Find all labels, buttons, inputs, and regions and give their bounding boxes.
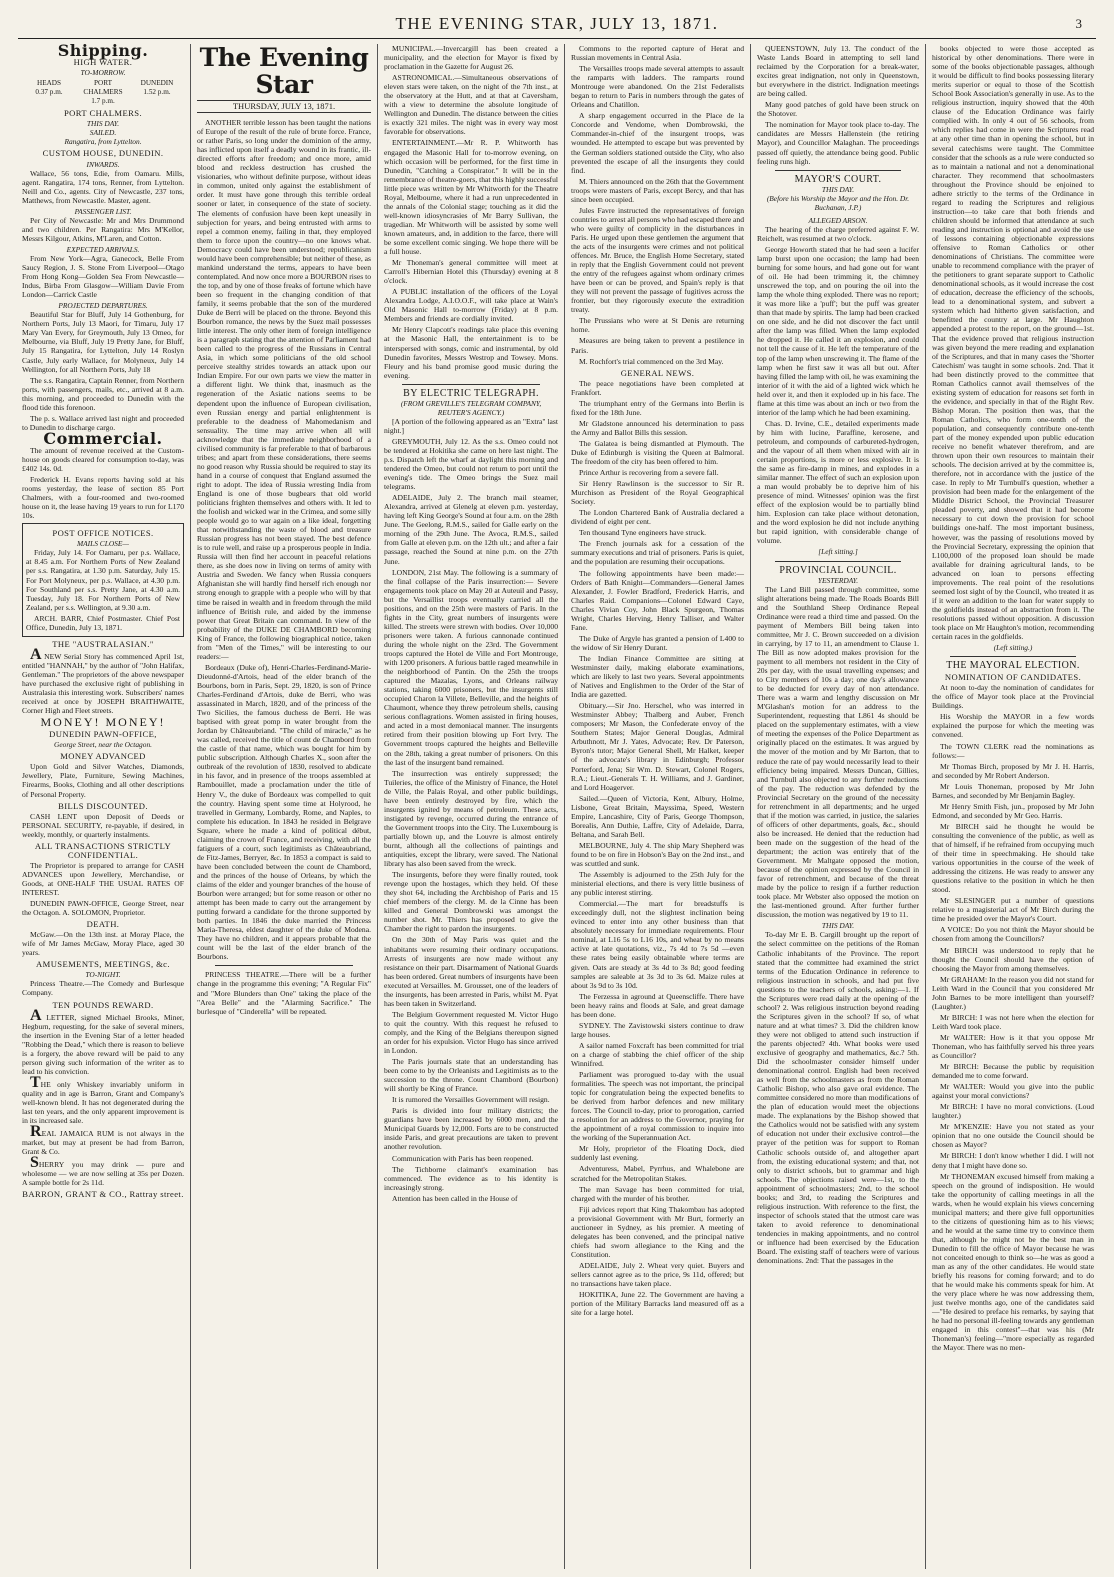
telegraph-item: The Tichborne claimant's examination has commenced. The evidence as to his identity is increasingly strong. [384,1164,558,1192]
news-paragraph: The Assembly is adjourned to the 25th July for the ministerial elections, and there is very little business of any public interest stirring. [571,870,744,898]
pawn-office-heading: DUNEDIN PAWN-OFFICE, [49,729,157,740]
arson-heading: ALLEGED ARSON. [808,215,868,225]
column-divider [564,44,565,1569]
reward-text: A LETTER, signed Michael Brooks, Miner, Hegburn, requesting, for the sake of several miners, the insertion in the Evening Star of a letter headed "Robbing the Dead," which there is reason to believe is a forgery, the above reward will be paid to any person giving such information of the writer as to lead to his conviction. [22,1006,184,1076]
news-paragraph: Fiji advices report that King Thakombau has adopted a provisional Government with Mr Burt, formerly an auctioneer in Sydney, as his premier. A meeting of delegates has been convened, and the principal native chiefs had sworn allegiance to the King and the Constitution. [571,1204,744,1259]
sailed-heading: SAILED. [89,128,117,138]
news-paragraph: The peace negotiations have been completed at Frankfort. [571,378,744,397]
election-paragraph: Mr BIRCH: I don't know whether I did. I will not deny that I might have done so. [932,1151,1094,1170]
election-paragraph: Mr Louis Thoneman, proposed by Mr John Barnes, and seconded by Mr Benjamin Bagley. [932,781,1094,800]
transactions-heading: ALL TRANSACTIONS STRICTLY CONFIDENTIAL. [34,840,172,860]
news-paragraph: ASTRONOMICAL.—Simultaneous observations of eleven stars were taken, on the night of the 7th inst., at the observatory at the Hutt, and at that at Caversham, with a view to determine the absolute longitude of Wellington and Dunedin. The distance between the cities is exactly 321 miles. The night was in every way most favorable for observations. [384,73,558,137]
page-number: 3 [1075,16,1082,31]
shipping-note: The p. s. Wallace arrived last night and proceeded to Dunedin to discharge cargo. [22,413,184,432]
whisky-ad: THE only Whiskey invariably uniform in quality and in age is Barron, Grant and Company's well-known blend. It has not degenerated during the last ten years, and the only apparent improvement is in its increased sale. [22,1073,184,1126]
news-paragraph: Obituary.—Sir Jno. Herschel, who was interred in Westminster Abbey; Thalberg and Auber, French composers; Mr Mason, the Confederate envoy of the Southern States; Major General Douglas, Admiral Arbuthnott, Mr J. Yates, Advocate; Rev. Dr Paterson, Byron's tutor; Major General Shell, Mr Halket, keeper of the advocate's library in Edinburgh; Professor Porterford, Jena; Sir Wm. D. Stewart, Colonel Rogers, R.A.; Lieut.-Generals T. H. Williams, and J. Gardiner, and Lord Hoagerver. [571,701,744,792]
court-paragraph: George Howorth stated that he had seen a lucifer lamp burst upon one occasion; the lamp had been burning for some hours, and had gone out for want of oil. He had been trimming it, the chimney unscrewed the top, and on pouring the oil into the lamp the whole thing exploded. There was no report; it was more like a 'puff'; but the puff was greater than that made by spirits. The lamp had been cracked on one side, and he did not discover the fact until after the lamp was filled. When the lamp exploded he dropped it. He called it an explosion, and could not tell the cause of it. He left the temperature of the top of the lamp when unscrewing it. The flame of the lamp when he first saw it was all but out. After having filled the lamp with oil, he was examining the interior of it with the aid of a lighted wick which he held over it, and then it exploded up in his face. The flame at this time was about an inch or two from the interior of the lamp which he had been examining. [757,244,919,417]
left-sitting-note: [Left sitting.] [818,547,858,557]
news-paragraph: QUEENSTOWN, July 13. The conduct of the Waste Lands Board in attempting to sell land reclaimed by the Corporation for a break-water, excites great indignation, not only in Queenstown, but everywhere in the district. Indignation meetings are being called. [757,44,919,99]
election-paragraph: Mr THONEMAN excused himself from making a speech on the ground of indisposition. He would take the opportunity of calling meetings in all the wards, when he would explain his views concerning municipal matters; and there give full opportunities to the citizens of questioning him as to his views; and he would at the same time try to convince them that, although he might not be the best man in Dunedin to fill the office of Mayor because he was not conceited enough to think so—he was as good a man as any of the other candidates. He would state briefly his reasons for coming forward; and to do that he would make his comments speak for him. At the very place where he was now addressing them, just twelve months ago, one of the candidates said—"He desired to preface his remarks, by saying that he had no personal ill-feeling towards any gentleman engaged in this contest"—that was his (Mr Thoneman's) feeling—"more especially as regarded the Mayor. There was no men- [932,1171,1094,1353]
news-paragraph: Mr Gladstone announced his determination to pass the Army and Ballot Bills this session. [571,418,744,437]
news-paragraph: MELBOURNE, July 4. The ship Mary Shepherd was found to be on fire in Hobson's Bay on the 2nd inst., and was scuttled and sunk. [571,840,744,868]
news-paragraph: The Prussians who were at St Denis are returning home. [571,316,744,335]
yesterday-label: YESTERDAY. [817,575,859,585]
tonight-label: TO-NIGHT. [85,970,121,980]
high-water-heading: HIGH WATER. [73,57,133,68]
news-paragraph: MUNICIPAL.—Invercargill has been created a municipality, and the election for Mayor is fixed by proclamation in the Gazette for August 26. [384,44,558,72]
news-paragraph: M. Thiers announced on the 26th that the Government troops were masters of Paris, except Bercy, and that has since been occupied. [571,176,744,204]
election-paragraph: Mr BIRCH said he thought he would be consulting the convenience of the public, as well as that of himself, if he refrained from occupying much of their time in speechmaking. He should take various opportunities in the course of the week of addressing the citizens. He was ready to answer any questions relative to the position in which he then stood. [932,821,1094,895]
masthead [0,10,1114,38]
election-paragraph: Mr BIRCH: I was not here when the election for Leith Ward took place. [932,1012,1094,1031]
telegraph-note: [A portion of the following appeared as an "Extra" last night.] [384,416,558,435]
news-paragraph: Ten thousand Tyne engineers have struck. [579,528,707,538]
general-news-heading: GENERAL NEWS. [620,367,695,378]
divider [775,561,901,562]
news-paragraph: The following appointments have been made:—Orders of Bath Knight—Commanders—General James Alexander, J. Fowler Bradford, Frederick Harris, and Charles Raid. Companions—Colonel Edward Caye, Charles Vivian Coy, John Black Spurgeon, Thomas Wright, Charles Herving, Henry Talliser, and Walter Fane. [571,568,744,632]
news-paragraph: The Duke of Argyle has granted a pension of L400 to the widow of Sir Henry Durant. [571,633,744,652]
editorial-paragraph: ANOTHER terrible lesson has been taught the nations of Europe of the result of the rule of brute force. France, or rather Paris, so long under the dominion of the army, has inflicted upon itself a deadly wound in its frantic, ill-directed efforts after freedom; and once more, amid blood and reckless destruction has crushed the visionaries, who without definite purpose, without ideas in common, united only against the establishment of order. It must have gone through this terrible ordeal sooner or later, in consequence of the state of society. The elements of confusion have been kept uneasily in subjection for years, and being entrusted with arms to repel a common enemy, failing in that, they employed them to force upon the country—no one knows what. Democracy could have been understood; republicanism would have been comprehensible; but neither of these, as mankind understand the terms, appears to have been contemplated. And now once more a BOURBON rises to the top, and by one of those freaks of fortune which have been so frequent in the changing condition of that family, it seems probable that the son of the murdered Duke de Berri will be placed on the throne. Beyond this Bourbon romance, the news by the Suez mail possesses little interest. The only other item of foreign intelligence is a paragraph stating that the attention of Parliament had been called to the progress of the Russians in Central Asia, in which some politicians of the old school perceive stealthy strides towards an attack upon our Indian Empire. For our own parts we view the matter in a different light. We think that, inasmuch as the regeneration of the Asiatic nations seems to be dependent upon the influence of European civilisation, even Russian energy and partial enlightenment is preferable to the deadness of Mahomedanism and sensuality. The time may arrive when all will acknowledge that the immediate neighborhood of a civilised community is far preferable to that of barbarous tribes; and apart from these considerations, there seems no good reason why Russia should be required to stay its hand in a course of conquest that England assumed the right to adopt. The idea of Russia wresting India from England is one of those bugbears that old world politicians frighten themselves and others with. It led to the foolish and wicked war in the Crimea, and some silly people would go to war again on a like ideal, forgetting that notwithstanding the waste of blood and treasure Russian progress has not been stayed. The best defence is to rule well, and raise up a prosperous people in India. Russia will then find her account in peaceful relations there, as she does now in living on terms of amity with Austria and Sweden. We fancy when Russia conquers Afghanistan she will hardly find herself rich enough nor strong enough to grapple with a people who will by that time be raised in wealth and in freedom through the mild influence of British rule, and aided by the immense power that Great Britain can command. In view of the probability of the DUKE DE CHAMBORD becoming King of France, the following biographical notice, taken from "Men of the Times," will be interesting to our readers:— [197,118,371,661]
column-divider [925,44,926,1569]
election-paragraph: Mr Henry Smith Fish, jun., proposed by Mr John Edmond, and seconded by Mr Geo. Harris. [932,801,1094,820]
divider [775,170,901,171]
mayoral-election-heading: THE MAYORAL ELECTION. [946,660,1080,672]
news-paragraph: The Ferzessa in aground at Queenscliffe. There have been heavy rains and floods at Sale, and great damage has been done. [571,991,744,1019]
column-local-telegraph [380,44,562,1569]
news-paragraph: A sharp engagement occurred in the Place de la Concorde and Vendome, when Dombrowski, the Commander-in-chief of the insurgent troops, was wounded. He attempted to escape but was prevented by the German soldiers stationed outside the City, who also prevented the escape of all the insurgents they could find. [571,111,744,175]
news-paragraph: Parliament was prorogued to-day with the usual formalities. The speech was not important, the principal topic for congratulation being the expected benefits to be derived from harbor defences and new military forces. The Council to-day, prior to prorogation, carried a resolution for an address to the Governor, praying for the appointment of a royal commission to inquire into the working of the Superannuation Act. [571,1070,744,1143]
provincial-council-heading: PROVINCIAL COUNCIL. [779,564,897,576]
cash-lent-text: CASH LENT upon Deposit of Deeds or PERSONAL SECURITY, re-payable, if desired, in weekly, monthly, or quarterly instalments. [22,811,184,839]
tide-entry: HEADS 0.37 p.m. [35,79,63,97]
australasian-ad: A NEW Serial Story has commenced April 1st, entitled "HANNAH," by the author of "John Halifax, Gentleman." The proprietors of the above newspaper have purchased the exclusive right of publishing in Australasia this interesting work. Subscribers' names received at once by JOSEPH BRAITHWAITE, Corner High and Fleet streets. [22,645,184,716]
news-paragraph: SYDNEY. The Zavistowski sisters continue to draw large houses. [571,1020,744,1039]
news-paragraph: A PUBLIC installation of the officers of the Loyal Alexandra Lodge, A.I.O.O.F., will take place at Wain's Old Masonic Hall to-morrow (Friday) at 8 p.m. Members and friends are cordially invited. [384,287,558,324]
tide-entry: DUNEDIN 1.52 p.m. [140,79,174,97]
election-paragraph: Mr BIRCH was understood to reply that he thought the Council should have the option of choosing the Mayor from among themselves. [932,945,1094,973]
news-paragraph: ENTERTAINMENT.—Mr R. P. Whitworth has engaged the Masonic Hall for to-morrow evening, on which occasion will be performed, for the first time in Dunedin, "Catching a Conspirator." It will be in the remembrance of theatre-goers, that this highly successful little piece was written by Mr Whitworth for the Theatre Royal, Melbourne, where it had a run unprecedented in the annals of the Colonial stage; touching as it did the well-known idiosyncrasies of Mr Barry Sullivan, the tragedian. Mr Whitworth will be assisted by some well known amateurs, and, in addition to the farce, there will be some excellent comic singing. We hope there will be a full house. [384,138,558,257]
this-day-label: THIS DAY. [86,119,120,129]
telegraph-item: GREYMOUTH, July 12. As the s.s. Omeo could not be tendered at Hokitika she came on here last night. The p.s. Dispatch left the wharf at daylight this morning and tendered the Omeo, but could not return to port until the evening's tide. The Omeo brings the Suez mail telegrams. [384,436,558,492]
election-paragraph: Mr BIRCH: I have no moral convictions. (Loud laughter.) [932,1102,1094,1121]
news-paragraph: Sailed.—Queen of Victoria, Kent, Albury, Holme, Lisbone, Great Britain, Mayssima, Speed, Western Empire, Lancashire, City of Paris, George Thompson, Borealis, Ann Duthie, Laffre, City of Adelaide, Darra, Beltana, and Sarah Bell. [571,793,744,839]
news-paragraph: Jules Favre instructed the representatives of foreign countries to arrest all persons who had escaped there and who were guilty of complicity in the disturbances in Paris. He urged upon these gentlemen the argument that the acts of the insurgents were crimes and not political offences. Mr. Bruce, the English Home Secretary, stated in reply that the English Government could not prevent the entry of the refugees against whom ordinary crimes have been or can be proved, and Spain's reply is that they will not prevent the passage of fugitives across the frontier, but they rigorously execute the extradition treaty. [571,205,744,315]
post-office-heading: POST OFFICE NOTICES. [52,528,154,539]
tide-table [22,79,184,106]
telegraph-item: The Paris journals state that an understanding has been come to by the Orleanists and Legitimists as to the succession to the throne. Count Chambord (Bourbon) will shortly be King of France. [384,1057,558,1094]
sherry-ad-signature: BARRON, GRANT & CO., Rattray street. [22,1189,184,1200]
australasian-heading: THE "AUSTRALASIAN." [52,638,154,649]
mayors-court-heading: MAYOR'S COURT. [794,173,882,185]
shipping-note: The s.s. Rangatira, Captain Renner, from Northern ports, with passengers, mails, etc., arrived at 8 a.m. this morning, and proceeded to Dunedin with the flood tide this forenoon. [22,375,184,412]
money-advanced-heading: MONEY ADVANCED [60,751,146,762]
divider [215,965,353,966]
news-paragraph: Measures are being taken to prevent a pestilence in Paris. [571,336,744,355]
commercial-heading: Commercial. [43,428,163,448]
telegraph-item: The insurrection was entirely suppressed; the Tuileries, the office of the Ministry of Finance, the Hotel de Ville, the Palais Royal, and other public buildings, have been entirely destroyed by fire, which the insurgents ignited by means of petroleum. These acts, instigated by revenge, occurred during the entrance of the Government troops into the City. The Luxembourg is partially blown up, and the Louvre is almost entirely burnt, although all the collections of paintings and antiquities, except the library, were saved. The National library has also been saved from the wreck. [384,768,558,869]
news-paragraph: HOKITIKA, June 22. The Government are having a portion of the Military Barracks land measured off as a site for a large hotel. [571,1290,744,1318]
court-paragraph: Chas. D. Irvine, C.E., detailed experiments made by him with lucine, Paraffine, kerosene, and petroleum, and compounds of carbureted-hydrogen, and the vapour of all them when mixed with air in certain proportions, is more or less explosive. It is the same as fire-damp in mines, and explodes in a similar manner. The effect of such an explosion upon a man would probably be to deprive him of his presence of mind. Witnesses' opinion was the first effect of the explosion would be to partially blind him. Explosion can take place without detonation, and the word explosion he did not include anything but rapid ignition, with considerable change of volume. [757,418,919,546]
revenue-text: The amount of revenue received at the Custom-house on goods cleared for consumption to-day, was £402 14s. 0d. [22,445,184,474]
news-paragraph: Mr Thoneman's general committee will meet at Carroll's Hibernian Hotel this (Thursday) evening at 8 o'clock. [384,258,558,286]
election-paragraph: Mr WALTER: Would you give into the public against your moral convictions? [932,1082,1094,1101]
news-paragraph: Commons to the reported capture of Herat and Russian movements in Central Asia. [571,44,744,63]
pawn-office-address: George Street, near the Octagon. [54,740,152,750]
column-shipping-commercial [18,44,188,1569]
council-paragraph: books objected to were those accepted as historical by other denominations. There were in some of the books objectionable passages, although it would be difficult to find books possessing literary merits superior or equal to those of the Scottish School Book Association's generally in use. As to the religious instruction, inquiry showed that the 40th clause of the Education Ordinance was fairly complied with. In only 4 out of 56 schools, from which replies had come in were the Scriptures read at any other time than in opening the school, but in several catechisms were taught. The Committee consider that the schools as a rule were conducted so as to maintain a national and not a denominational character. They recommend that schoolmasters throughout the Province should be enjoined to adhere strictly to the terms of the Ordinance in regard to reading the Scriptures and religious instruction—to take care that both friends and children should be informed that attendance at such reading and instruction is optional and avoid the use of lessons containing objectionable expressions offensive to Roman Catholics or other denominations of Christians. The committee were unable to recommend compliance with the prayer of the petitioners to grant separate support to Catholic denominational schools, as it would increase the cost of education, decrease the efficiency of the schools, lead to a denominational system, and subvert a system which had hitherto given satisfaction, and benefitted the country at large. Mr Haughton appended a protest to the report, on the ground—1st. That the evidence proved that religious instruction was given beyond the mere reading and explanation of the Scriptures, and that in many cases the 'Shorter Catechism' was taught in some schools. 2nd. That it had been distinctly proved to the committee that Roman Catholics cannot avail themselves of the existing system of education for reasons set forth in the evidence, and specially in that of the Right Rev. Bishop Moran. The position then was, that the Roman Catholics, who form one-tenth of the population, and consequently contribute one-tenth part of the money expended upon public education receive no benefit whatever therefrom, and are thrown upon their own resources to maintain their schools. The decision arrived at by the committee is, therefore, not in accordance with the justice of the case. In reply to Mr Turnbull's question, whether a provision had been made for the enlargement of the Middle District School, the Provincial Treasurer pleaded poverty, and showed that it had become necessary to cut down the provision for school buildings one-half. The most important business, however, was the passing of resolutions moved by the Provincial Secretary, expressing the opinion that L100,000 of the proposed loan should be made available for draining agricultural lands, to be advanced on loan to persons effecting improvements. The real point of the resolutions seemed lost sight of by the Council, who treated it as if it were an addition to the loan for water supply to the goldfields instead of an abstraction from it. The resolutions passed without opposition. A discussion took place on Mr Haughton's motion, recommending certain races in the goldfields. [932,44,1094,642]
election-paragraph: Mr SLESINGER put a number of questions relative to a magisterial act of Mr Birch during the time he presided over the Mayor's Court. [932,896,1094,924]
news-paragraph: The French journals ask for a cessation of the summary executions and trial of prisoners. Paris is quiet, and the population are resuming their occupations. [571,539,744,567]
editorial-quote: Bordeaux (Duke of), Henri-Charles-Ferdinand-Marie-Dieudonné-d'Artois, head of the elder branch of the Bourbons, born in Paris, Sept. 29, 1820, is son of Prince Charles-Ferdinand d'Artois, duke de Berri, who was assassinated in March, 1820, and of the princess of the Two Sicilies, the famous duchess de Berri. He was baptised with great pomp in water brought from the Jordan by Châteaubriand. "The child of miracle," as he was called, received the title of count de Chambord from the castle of that name, which was bought for him by public subscription. Although Charles X., soon after the outbreak of the revolution of 1830, resolved to abdicate in his favor, and in presence of the troops assembled at Rambouillet, made a proclamation under the title of Henry V., the duke of Bordeaux was compelled to quit the country. Having spent some time at Holyrood, he travelled in Germany, Lombardy, Rome, and Naples, to complete his education. In 1843 he resided in Belgrave Square, where he made a kind of political début, claiming the crown of France, and receiving, with all the fatiguers of a court, such legitimists as Châteaubriand, de Fitz-James, Berryer, &c. In 1853 a compact is said to have been concluded between the count de Chambord, and the princes of the house of Orleans, by which the claims of the elder and younger branches of the house of Bourbon were arranged; but for some reason or other no attempt has been made to carry out the arrangement by putting forward a candidate for the throne supported by both parties. In 1846 the duke married the Princess Maria-Theresa, eldest daughter of the duke of Modena. They have no children, and it appears probable that the count will be the last of the elder branch of the Bourbons. [197,662,371,962]
paper-title: The Evening Star [199,44,369,99]
news-paragraph: The Versailles troops made several attempts to assault the ramparts with ladders. The ramparts round Montrouge were abandoned. On the 21st Federalists began to return to Paris in numbers through the gates of Orleans and Chatillon. [571,64,744,110]
council-paragraph: The Land Bill passed through committee, some slight alterations being made. The Roads Boards Bill and the Southland Sheep Ordinance Repeal Ordinance were read a third time and passed. On the payment of Members Bill being taken into committee, Mr J. C. Brown succeeded on a division in carrying, by 17 to 11, an amendment to Clause 1. The Bill as now adopted makes provision for the payment to all members not resident in the City of 20s per day, with the usual travelling expenses; and to City members of 10s a day; one day's allowance to be deducted for every day of non attendance. There was a warm and lengthy discussion on Mr M'Glashan's motion for an address to the Superintendent, requesting that L861 4s should be placed on the supplementary estimates, with a view of meeting the expenses of the Police Department as originally placed on the estimates. It was argued by the mover of the motion and by Mr Barton, that to reduce the rate of pay would necessarily lead to their efficiency being impaired. Messrs Duncan, Gillies, and Turnbull also objected to any further reductions of the pay. The reduction was defended by the Provincial Secretary on the ground of the necessity for retrenchment in all departments; and he urged that if the motion was carried, in justice, the salaries of officers of other departments, goals, &c., should also be increased. He denied that the reduction had been made on the suggestion of the head of the department; the action was entirely that of the Government. Mr Maltgate opposed the motion, because of the opinion expressed by the Council in favor of retrenchment, and because of the threat made by the police to resign if a further reduction took place. Mr Webster also opposed the motion on the last-mentioned ground. After further further discussion, the motion was negatived by 19 to 11. [757,584,919,920]
telegraph-item: Communication with Paris has been reopened. [392,1153,534,1163]
reward-heading: TEN POUNDS REWARD. [52,999,154,1010]
sherry-ad: SHERRY you may drink — pure and wholesome — we are now selling at 35s per Dozen. A sample bottle for 2s 11d. [22,1154,184,1188]
news-paragraph: The London Chartered Bank of Australia declared a dividend of eight per cent. [571,508,744,527]
sailed-text: Rangatira, from Lyttelton. [64,137,142,147]
nomination-heading: NOMINATION OF CANDIDATES. [944,672,1082,683]
divider [950,656,1076,657]
election-paragraph: The TOWN CLERK read the nominations as follows:— [932,741,1094,760]
news-paragraph: The Indian Finance Committee are sitting at Westminster daily, making elaborate examinations, which are likely to last two years. Several appointments of Natives and Englishmen to the Order of the Star of India are gazetted. [571,653,744,700]
telegraph-source: (FROM GREVILLE'S TELEGRAM COMPANY, REUTER'S AGENCY.) [400,398,542,417]
telegraph-item: The insurgents, before they were finally routed, took revenge upon the hostages, which they held. Of these they shot 64, including the Archbishop of Paris and 15 chief members of the clergy. M. de la Cinne has been killed and General Dombrowski was amongst the number shot. Mr. Thiers has proposed to give the Chamber the right to pardon the insurgents. [384,870,558,934]
this-day-label: THIS DAY. [821,921,855,931]
column-divider [190,44,191,1569]
post-office-text: Friday, July 14. For Oamaru, per p.s. Wallace, at 8.45 a.m. For Northern Ports of New Zealand per s.s. Rangatira, at 1.30 p.m. Saturday, July 15. For Port Molyneux, per p.s. Wallace, at 4.30 p.m. For Southland per s.s. Pretty Jane, at 4.30 a.m. Tuesday, July 18. For Northern Ports of New Zealand, per s.s. Wellington, at 9.30 a.m. [26,548,180,612]
pawn-office-text: Upon Gold and Silver Watches, Diamonds, Jewellery, Plate, Furniture, Sewing Machines, Firearms, Books, Clothing and all other descriptions of Personal Property. [22,762,184,799]
column-divider [377,44,378,1569]
custom-house-heading: CUSTOM HOUSE, DUNEDIN. [42,148,164,159]
news-paragraph: Prince Arthur is recovering from a severe fall. [579,468,719,478]
projected-heading: PROJECTED DEPARTURES. [58,301,148,311]
passenger-heading: PASSENGER LIST. [74,206,132,216]
expected-heading: EXPECTED ARRIVALS. [66,244,140,254]
masthead-rule [18,38,1096,39]
death-heading: DEATH. [86,919,120,930]
land-sale-text: Frederick H. Evans reports having sold at his rooms yesterday, the lease of section 85 Port Chalmers, with a four-roomed and two-roomed house on it, the lease having 19 years to run for L170 10s. [22,475,184,521]
dateline: THURSDAY, JULY 13, 1871. [197,100,371,113]
projected-text: Beautiful Star for Bluff, July 14 Gothenburg, for Northern Ports, July 13 Maori, for Timaru, July 17 Mary Van Every, for Greymouth, July 13 Omeo, for Melbourne, via Bluff, July 19 Pretty Jane, for Bluff, July 15 Rangatira, for Lyttelton, July 14 Roslyn Castle, July early Wallace, for Molyneux, July 14 Wellington, for all Northern Ports, July 18 [22,310,184,374]
news-paragraph: Sir Henry Rawlinson is the successor to Sir R. Murchison as President of the Royal Geographical Society. [571,479,744,507]
amusements-heading: AMUSEMENTS, MEETINGS, &c. [36,959,170,970]
election-paragraph: A VOICE: Do you not think the Mayor should be chosen from among the Councillors? [932,925,1094,944]
left-sitting-note: (Left sitting.) [993,643,1033,653]
rum-ad: REAL JAMAICA RUM is not always in the market, but may at present be had from Barron, Grant & Co. [22,1123,184,1157]
news-paragraph: The triumphant entry of the Germans into Berlin is fixed for the 18th June. [571,398,744,417]
column-court-council [753,44,923,1569]
telegraph-item: LONDON, 21st May. The following is a summary of the final collapse of the Paris insurrection:— Severe engagements took place on May 20 at Auteuil and Passy, but the Versaillist troops eventually carried all the positions, and on the 25th were masters of Paris. In the fights in the City, great numbers of insurgents were killed. The streets were strewn with bodies. Over 10,000 prisoners were taken. A furious cannonade continued during the whole night on the 23rd. The Government troops captured the Hotel de Ville and Fort Montrouge, with 1200 prisoners. A furious battle raged meanwhile in the neighborhood of Pantin. On the 25th the troops captured the Mazalas, Lyons, and Orleans railway stations, taking 6000 prisoners, but the insurgents still occupied Charon la Villete, Belleville, and the heights of Chaumont, whence they threw petroleum shells, causing serious conflagrations. Women assisted in firing houses, and acted in a most demoniacal manner. The insurgents retired from their position blowing up Fort Ivry. The Government troops captured the heights and Belleville on the 28th, taking a great number of prisoners. On this the last of the insurgent band remained. [384,567,558,767]
passenger-text: Per City of Newcastle: Mr and Mrs Drummond and two children. Per Rangatira: Mrs M'Kellor, Messrs Kilgour, Atkins, M'Laren, and Cotton. [22,215,184,243]
news-paragraph: Many good patches of gold have been struck on the Shotover. [757,100,919,119]
pawn-office-signature: DUNEDIN PAWN-OFFICE, George Street, near the Octagon. A. SOLOMON, Proprietor. [22,899,184,918]
shipping-heading: Shipping. [57,44,149,60]
election-paragraph: At noon to-day the nomination of candidates for the office of Mayor took place at the Provincial Buildings. [932,683,1094,711]
amusements-text: Princess Theatre.—The Comedy and Burlesque Company. [22,979,184,998]
council-paragraph: To-day Mr E. B. Cargill brought up the report of the select committee on the petitions of the Roman Catholic inhabitants of the Province. The report stated that the committee had examined the strict terms of the Education Ordinance in reference to religious instruction in schools, and had put five questions to the teachers of schools, asking:—1. If the Scriptures were read daily at the opening of the school? 2. Was religious instruction beyond reading the Scriptures given in the school? If so, of what nature and at what times? 3. Did the children know they were not obliged to attend such instruction if the parents objected? 4th. What books were used exclusive of geography and mathematics, &c.? 5th. Did the schoolmaster consider himself under denominational control. English had been received as well from the schoolmasters as from the Roman Catholic Bishop, who also gave oral evidence. The committee considered no more than modifications of the plan of education would meet the objections made. The explanations by the Bishop showed that the Catholics would not be satisfied with any system of education not under their exclusive control—the prayer of the petition was for support to Roman Catholic schools outside of, and altogether apart from, the existing educational system; and that, not only to district schools, but to grammar and high schools. The objections raised were—1st, to the appointment of schoolmasters; 2nd, to the school books; and 3rd, to reading the Scriptures and religious instruction. With reference to the first, the inspector of schools stated that the utmost care was taken to avoid reference to denominational tendencies in making appointments, and no control or influence had been exercised by the Education Board. The existing staff of teachers were of various denominations. 2nd: That the passages in the [757,930,919,1266]
mails-close-label: MAILS CLOSE— [77,539,129,549]
news-paragraph: The Galatea is being dismantled at Plymouth. The Duke of Edinburgh is visiting the Queen at Balmoral. The freedom of the city has been offered to him. [571,438,744,467]
telegraph-heading: BY ELECTRIC TELEGRAPH. [403,387,539,399]
news-paragraph: M. Rochfort's trial commenced on the 3rd May. [579,356,724,366]
post-office-signature: ARCH. BARR, Chief Postmaster. Chief Post Office, Dunedin, July 13, 1871. [26,613,180,632]
column-editorial [193,44,375,1569]
column-divider [750,44,751,1569]
tomorrow-label: TO-MORROW. [80,68,126,78]
court-paragraph: The hearing of the charge preferred against F. W. Reichelt, was resumed at two o'clock. [757,224,919,243]
news-paragraph: Commercial.—The mart for breadstuffs is exceedingly dull, not the slightest inclination being evinced to enter into any other business than that absolutely necessary for immediate requirements. Flour nominal, at L16 5s to L16 10s, and wheat by no means active at late quotations, viz., 7s 4d to 7s 5d —even these rates being easily obtainable where terms are given. Oats are steady at 3s 4d to 3s 8d; good feeding samples are saleable at 3s 3d to 3s 6d. Maize rules at about 3s 9d to 3s 10d. [571,899,744,990]
court-bench: (Before his Worship the Mayor and the Hon. Dr. Buchanan, J.P.) [766,193,910,212]
election-paragraph: Mr Thomas Birch, proposed by Mr J. H. Harris, and seconded by Mr Robert Anderson. [932,761,1094,780]
column-general-news [567,44,748,1569]
death-notice: McGaw.—On the 13th inst. at Moray Place, the wife of Mr James McGaw, Moray Place, aged 30 years. [22,930,184,958]
bills-heading: BILLS DISCOUNTED. [58,800,148,811]
expected-text: From New York—Agra, Ganecock, Belle From Saucy Region, J. S. Stone From Liverpool—Otago From Hong Kong—Golden Sea From Newcastle—Indus, Birba From Glasgow—William Davie From London—Carrick Castle [22,253,184,300]
money-heading: MONEY! MONEY! [40,715,166,730]
news-paragraph: The nomination for Mayor took place to-day. The candidates are Messrs Hallenstein (the retiring Mayor), and Councillor Malaghan. The proceedings passed off quietly, the attendance being good. Public feeling runs high. [757,120,919,166]
telegraph-item: Attention has been called in the House of [392,1193,518,1203]
news-paragraph: A sailor named Foxcraft has been committed for trial on a charge of stabbing the chief officer of the ship Winnifred. [571,1040,744,1068]
telegraph-item: The Belgium Government requested M. Victor Hugo to quit the country. With this request he refused to comply, and the King of the Belgians thereupon signed an order for his expulsion. Victor Hugo has since arrived in London. [384,1009,558,1056]
telegraph-item: Paris is divided into four military districts; the guardians have been increased by 6000 men, and the Municipal Guards by 12,000. Forts are to be constructed inside Paris, and great precautions are taken to prevent another revolution. [384,1106,558,1152]
news-paragraph: The man Savage has been committed for trial, charged with the murder of his brother. [571,1184,744,1203]
election-paragraph: Mr GRAHAM: In the reason you did not stand for Leith Ward in the Council that you considered Mr John Barnes to be more intelligent than yourself? (Laughter.) [932,974,1094,1011]
news-paragraph: Adventuress, Mabel, Pyrrhus, and Whalebone are scratched for the Metropolitan Stakes. [571,1164,744,1183]
tide-entry: PORT CHALMERS 1.7 p.m. [83,79,123,106]
column-mayoral-election [928,44,1098,1569]
election-paragraph: Mr M'KENZIE: Have you not stated as your opinion that no one outside the Council should be chosen as Mayor? [932,1122,1094,1150]
theatre-paragraph: PRINCESS THEATRE.—There will be a further change in the programme this evening; "A Regular Fix" and "More Blunders than One" taking the place of the "Area Belle" and the "Alarming Sacrifice." The burlesque of "Cinderella" will be repeated. [197,970,371,1016]
post-office-notice [22,523,184,637]
court-day-label: THIS DAY. [821,184,855,194]
election-paragraph: His Worship the MAYOR in a few words explained the purpose for which the meeting was convened. [932,712,1094,740]
transactions-text: The Proprietor is prepared to arrange for CASH ADVANCES upon Jewellery, Merchandise, or Goods, at ONE-HALF THE USUAL RATES OF INTEREST. [22,860,184,897]
news-paragraph: ADELAIDE, July 2. Wheat very quiet. Buyers and sellers cannot agree as to the price, 9s 11d, offered; but no transactions have taken place. [571,1260,744,1289]
telegraph-item: ADELAIDE, July 2. The branch mail steamer, Alexandra, arrived at Glenelg at eleven p.m. yesterday, having left King George's Sound at four a.m. on the 28th June. The Geelong, R.M.S., sailed for Galle early on the morning of the 29th June. The Avoca, R.M.S., sailed from Galle at eleven p.m. on the 12th ult.; and after a fair passage, reached the Sound at nine p.m. on the 27th June. [384,493,558,566]
news-paragraph: Mr Henry Clapcott's readings take place this evening at the Masonic Hall, the entertainment is to be interspersed with songs, comic and instrumental, by old Dunedin favorites, Messrs Westrop and Towsey. Mons. Fleury and his band promise good music during the evening. [384,325,558,380]
port-chalmers-heading: PORT CHALMERS. [64,108,142,119]
telegraph-item: It is rumored the Versailles Government will resign. [392,1095,550,1105]
divider [402,384,540,385]
telegraph-item: On the 30th of May Paris was quiet and the inhabitants were resuming their ordinary occupations. Arrests of insurgents are now made without any resistance on their part. Disarmament of National Guards has been ordered. Great numbers of insurgents have been executed at Versailles. M. Grousset, one of the leaders of the insurgents, has been arrested in Paris, whilst M. Pyat has been taken in Switzerland. [384,935,558,1008]
election-paragraph: Mr WALTER: How is it that you oppose Mr Thoneman, who has faithfully served his three years as Councillor? [932,1032,1094,1061]
news-paragraph: Mr Holy, proprietor of the Floating Dock, died suddenly last evening. [571,1144,744,1163]
inwards-heading: INWARDS. [86,159,120,169]
newspaper-running-title: THE EVENING STAR, JULY 13, 1871. [395,14,719,33]
inwards-text: Wallace, 56 tons, Edie, from Oamaru. Mills, agent. Rangatira, 174 tons, Renner, from Lyttelton. Neill and Co., agents. City of Newcastle, 237 tons, Matthews, from Newcastle. Master, agent. [22,168,184,205]
election-paragraph: Mr BIRCH: Because the public by requisition demanded me to come forward. [932,1062,1094,1081]
